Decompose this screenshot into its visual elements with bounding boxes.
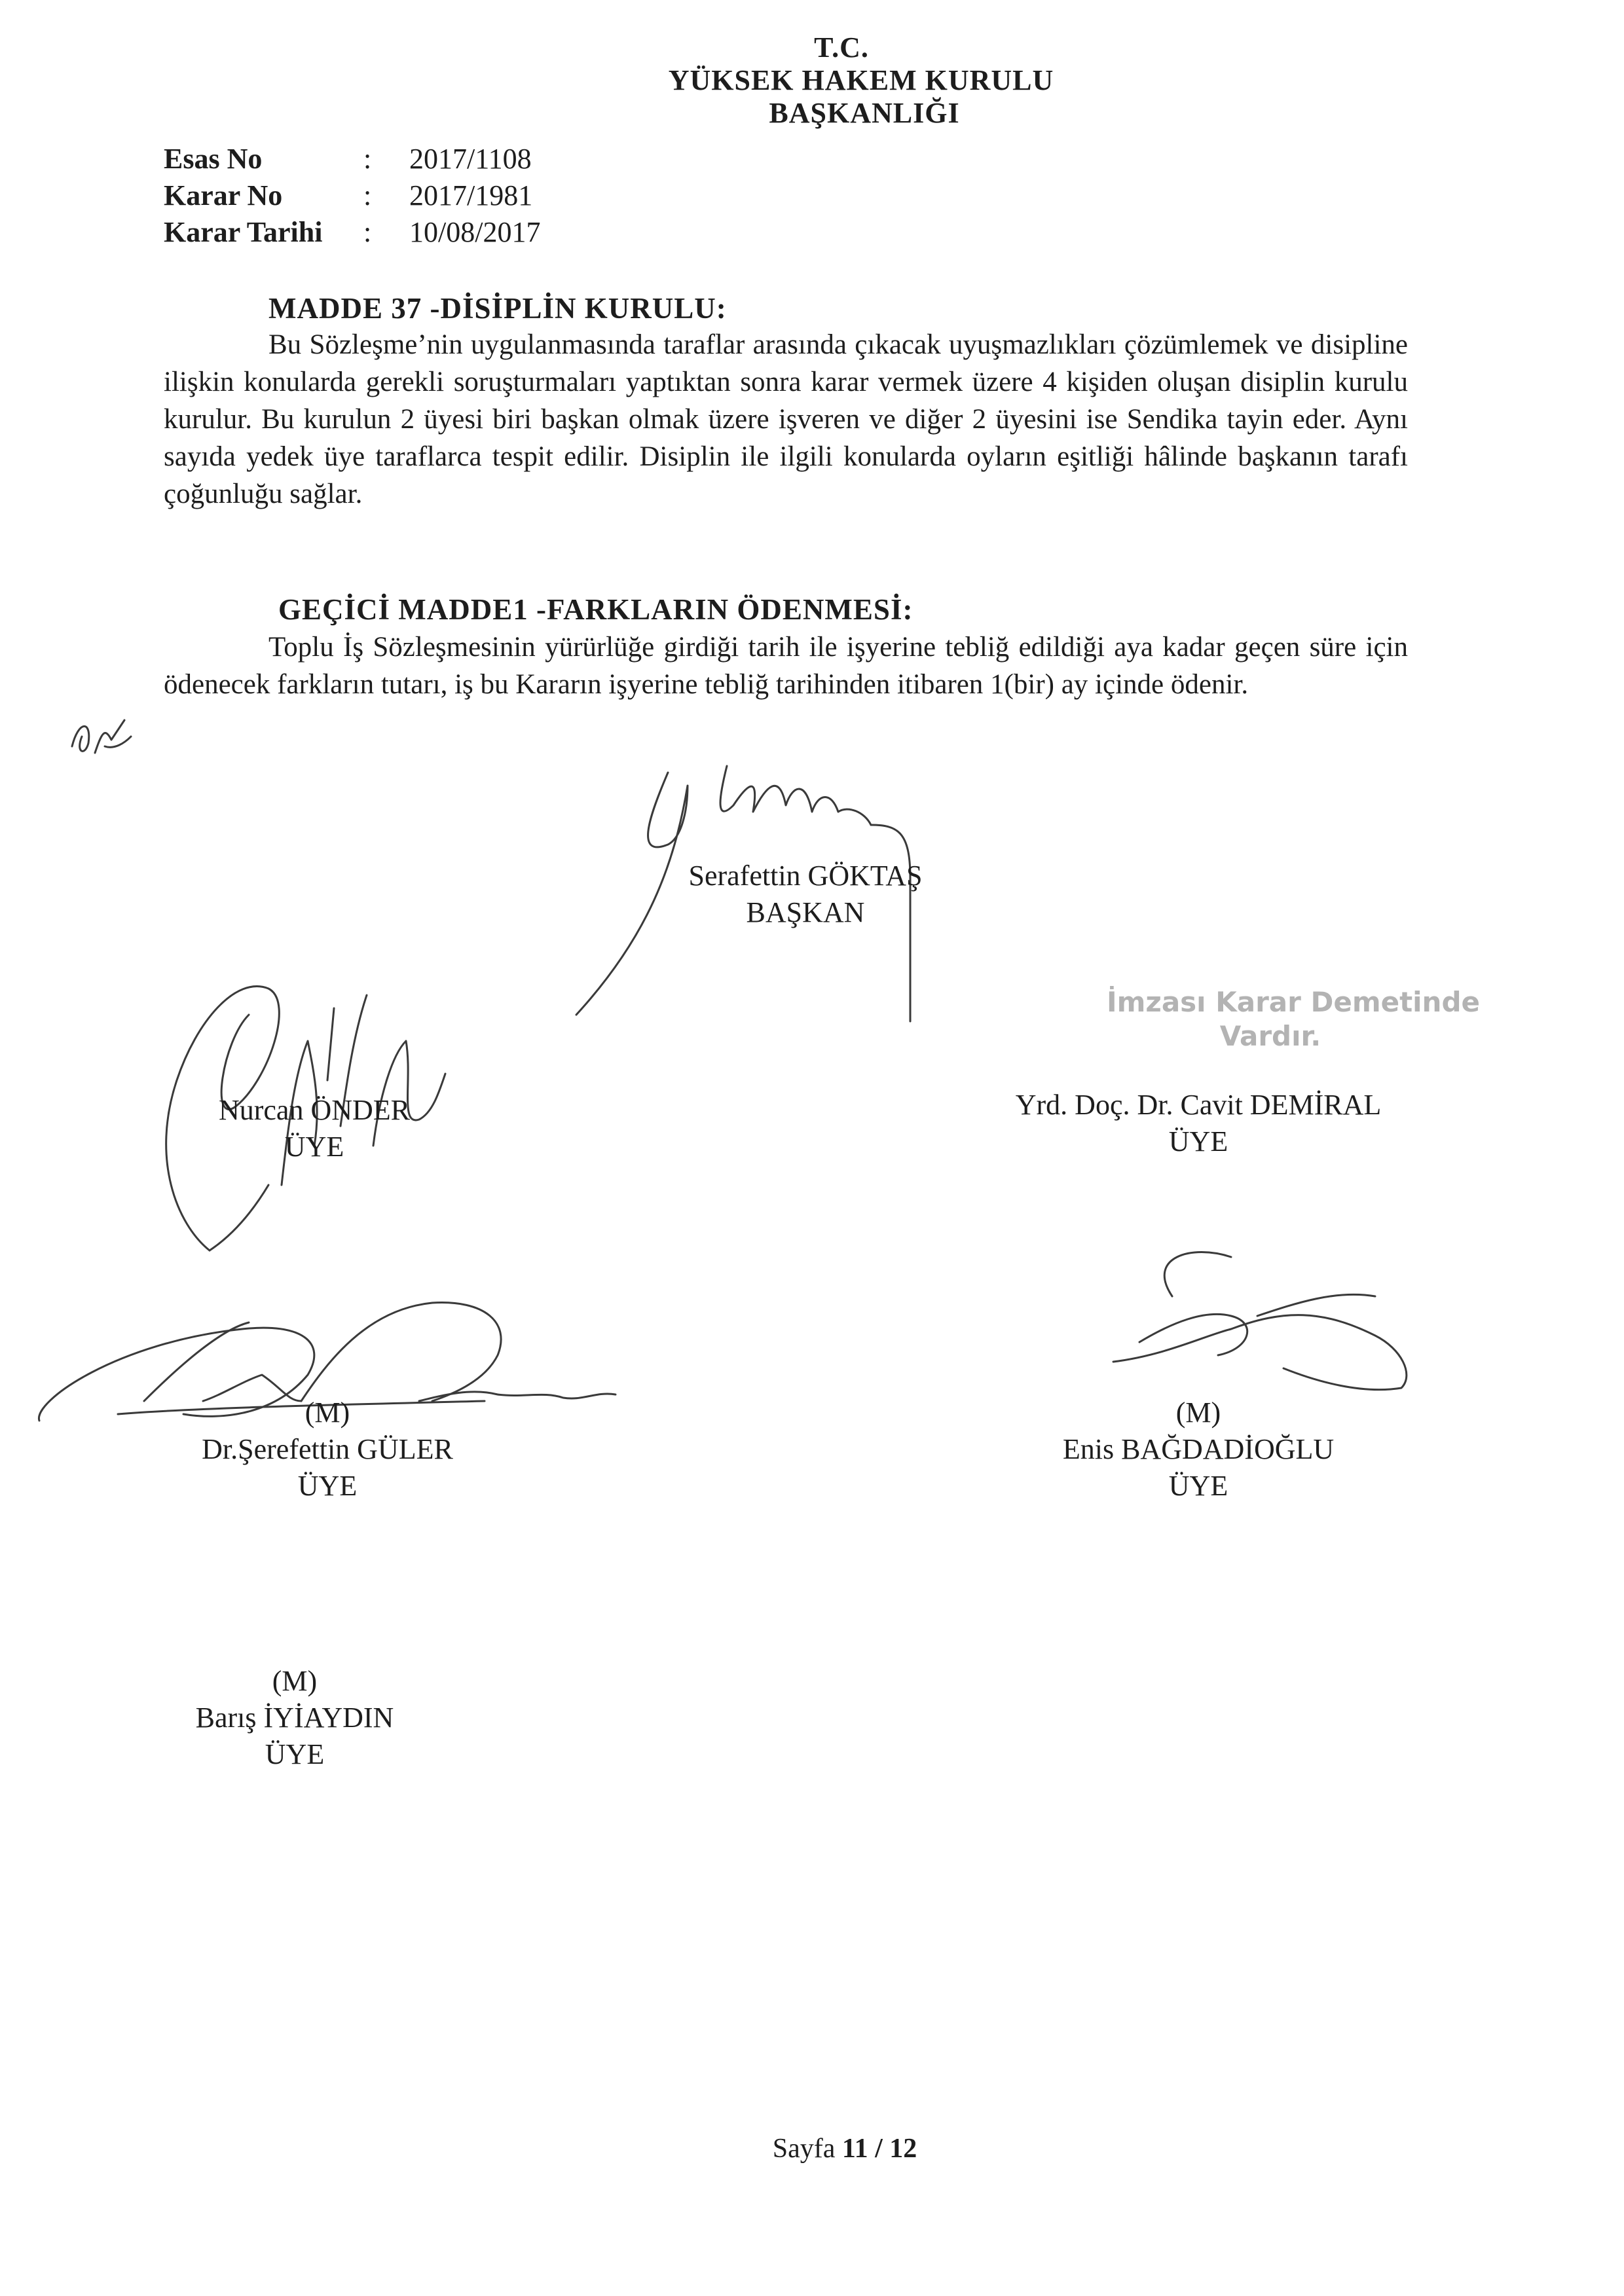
member2-role: ÜYE: [1168, 1125, 1228, 1157]
section-body-madde-37: Bu Sözleşme’nin uygulanmasında taraflar arasında çıkacak uyuşmazlıkları çözümlemek ve disipline ilişkin konularda gerekli soruşturmaları yaptıktan sonra karar vermek üzere 4 kişiden oluşan disiplin kurulu kurulur. Bu kurulun 2 üyesi biri başkan olmak üzere işveren ve diğer 2 üyesini ise Sendika tayin eder. Aynı sayıda yedek üye taraflarca tespit edilir. Disiplin ile ilgili konularda oyların eşitliği hâlinde başkanın tarafı çoğunluğu sağlar.: [164, 329, 1408, 509]
chair-name: Serafettin GÖKTAŞ: [688, 860, 923, 892]
member5-role: ÜYE: [265, 1738, 325, 1770]
member4-name: Enis BAĞDADİOĞLU: [1062, 1433, 1335, 1465]
case-no-label: Esas No: [164, 143, 263, 175]
section-title-madde-37: MADDE 37 -DİSİPLİN KURULU:: [268, 292, 727, 325]
member5-mark: (M): [272, 1665, 318, 1697]
header-institution: YÜKSEK HAKEM KURULU: [668, 64, 1054, 96]
case-no-colon: :: [363, 143, 372, 175]
member4-signature-block: [1008, 1394, 1388, 1504]
case-info: [164, 143, 622, 254]
decision-no-label: Karar No: [164, 179, 283, 211]
section-title-gecici-madde: GEÇİCİ MADDE1 -FARKLARIN ÖDENMESİ:: [278, 593, 913, 626]
member1-signature-block: [177, 1092, 452, 1165]
decision-date-label: Karar Tarihi: [164, 216, 323, 248]
member4-mark: (M): [1175, 1396, 1221, 1429]
page-footer: [0, 2133, 1624, 2164]
decision-no-value: 2017/1981: [409, 179, 533, 211]
member1-role: ÜYE: [284, 1131, 344, 1163]
member5-name: Barış İYİAYDIN: [195, 1702, 394, 1734]
signature-in-file-stamp: [1107, 985, 1480, 1053]
decision-date-colon: :: [363, 216, 372, 248]
page-number: 11 / 12: [841, 2134, 917, 2164]
member3-signature-block: [164, 1394, 491, 1504]
margin-initial-scribble: [65, 707, 138, 766]
document-header: [0, 31, 1624, 130]
member1-name: Nurcan ÖNDER: [218, 1094, 411, 1126]
chair-signature-block: [648, 858, 963, 931]
member1-signature: [138, 910, 478, 1250]
header-presidency: BAŞKANLIĞI: [769, 97, 960, 129]
member2-signature-block: [969, 1087, 1428, 1160]
member4-role: ÜYE: [1168, 1470, 1228, 1502]
member2-name: Yrd. Doç. Dr. Cavit DEMİRAL: [1015, 1089, 1382, 1121]
member3-name: Dr.Şerefettin GÜLER: [202, 1433, 453, 1465]
header-tc: T.C.: [814, 31, 869, 64]
section-body-gecici-madde: Toplu İş Sözleşmesinin yürürlüğe girdiği tarih ile işyerine tebliğ edildiği aya kadar geçen süre için ödenecek farkların tutarı, iş bu Kararın işyerine tebliğ tarihinden itibaren 1(bir) ay içinde ödenir.: [164, 632, 1408, 700]
decision-no-colon: :: [363, 179, 372, 211]
member5-signature-block: [157, 1663, 432, 1773]
decision-date-value: 10/08/2017: [409, 216, 541, 248]
footer-prefix: Sayfa: [772, 2134, 842, 2164]
stamp-line-1: İmzası Karar Demetinde: [1107, 986, 1480, 1018]
member3-mark: (M): [304, 1396, 350, 1429]
case-no-value: 2017/1108: [409, 143, 532, 175]
chair-role: BAŞKAN: [746, 896, 865, 928]
member3-role: ÜYE: [297, 1470, 358, 1502]
stamp-line-2: Vardır.: [1219, 1020, 1321, 1052]
